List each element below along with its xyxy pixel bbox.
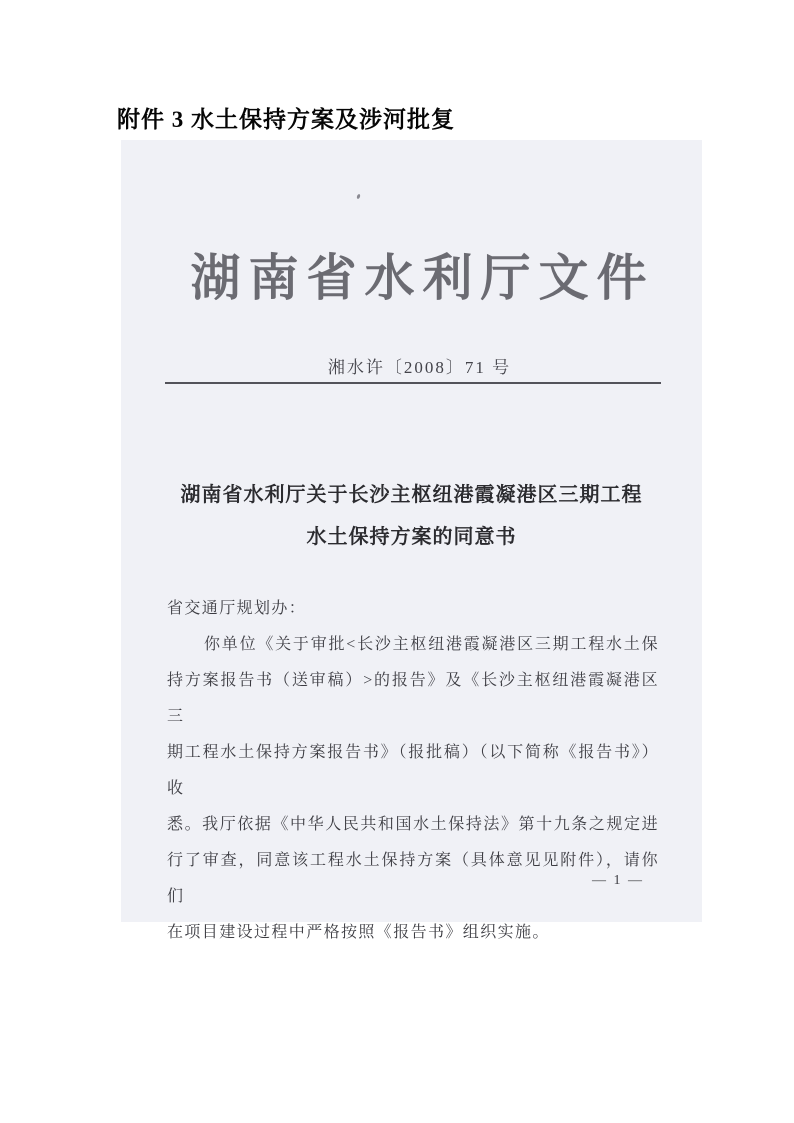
body-line: 持方案报告书（送审稿）>的报告》及《长沙主枢纽港霞凝港区三 xyxy=(167,672,659,725)
body-line: 期工程水土保持方案报告书》（报批稿）（以下简称《报告书》）收 xyxy=(167,744,659,797)
agency-letterhead-title: 湖南省水利厅文件 xyxy=(190,250,655,306)
body-line: 悉。我厅依据《中华人民共和国水土保持法》第十九条之规定进 xyxy=(167,816,659,833)
document-body xyxy=(167,591,659,951)
body-line: 在项目建设过程中严格按照《报告书》组织实施。 xyxy=(167,924,550,941)
page-number: — 1 — xyxy=(592,873,644,888)
salutation-line: 省交通厅规划办： xyxy=(167,600,307,617)
document-number: 湘水许〔2008〕71 号 xyxy=(327,358,512,377)
body-line: 行了审查，同意该工程水土保持方案（具体意见见附件），请你们 xyxy=(167,852,659,905)
document-title-line2: 水土保持方案的同意书 xyxy=(306,526,517,548)
body-line: 你单位《关于审批<长沙主枢纽港霞凝港区三期工程水土保 xyxy=(204,636,659,653)
attachment-heading: 附件 3 水土保持方案及涉河批复 xyxy=(117,107,455,132)
letterhead-divider xyxy=(165,382,661,384)
document-title-line1: 湖南省水利厅关于长沙主枢纽港霞凝港区三期工程 xyxy=(180,484,643,506)
scan-artifact xyxy=(356,194,361,200)
scanned-document xyxy=(121,140,702,941)
document-title xyxy=(151,474,672,558)
